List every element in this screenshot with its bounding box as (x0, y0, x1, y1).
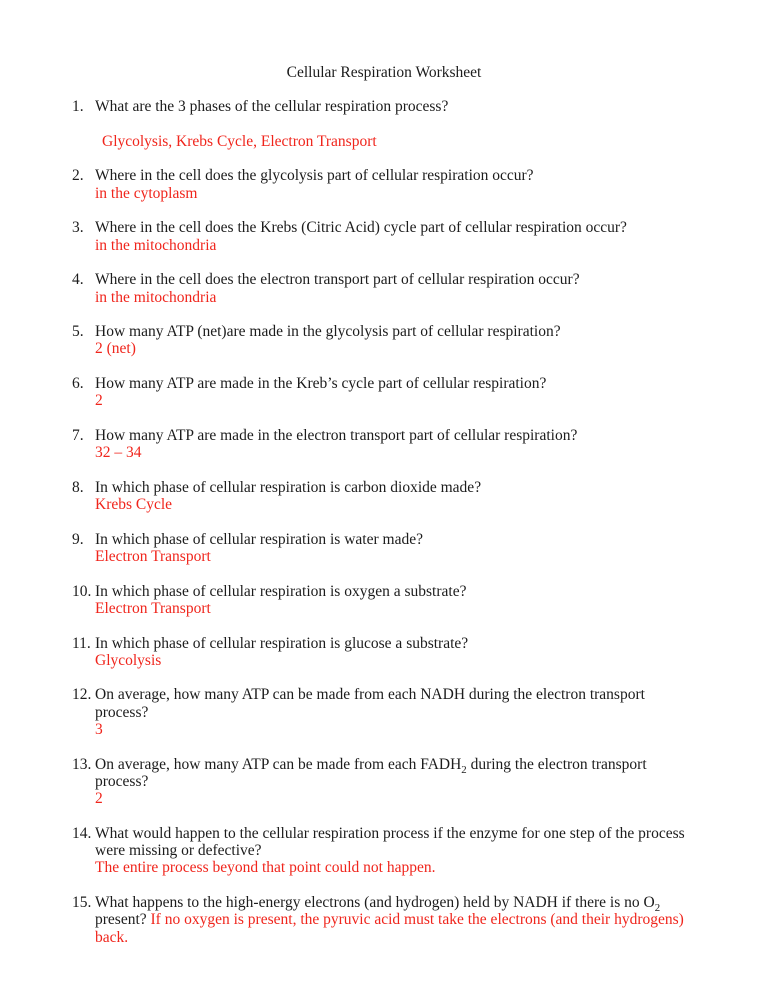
question-item-8 (72, 479, 696, 514)
question-body (95, 635, 696, 670)
answer-text (95, 133, 696, 150)
question-text (95, 686, 696, 721)
answer-inline-text: 2 (net) (95, 340, 136, 358)
question-number: 15. (72, 893, 92, 911)
answer-text (95, 444, 696, 461)
answer-inline-text: Electron Transport (95, 599, 211, 617)
answer-text (95, 600, 696, 617)
answer-inline-text: in the mitochondria (95, 236, 217, 254)
question-text (95, 583, 696, 600)
question-item-14 (72, 825, 696, 877)
question-text (95, 271, 696, 288)
answer-text (95, 721, 696, 738)
question-text-segment: present? (95, 911, 151, 929)
question-body (95, 98, 696, 150)
question-item-12 (72, 686, 696, 738)
question-body (95, 427, 696, 462)
question-body (95, 531, 696, 566)
question-item-7 (72, 427, 696, 462)
question-number: 8. (72, 478, 84, 496)
question-body (95, 167, 696, 202)
answer-text (95, 289, 696, 306)
question-item-10 (72, 583, 696, 618)
question-item-13 (72, 756, 696, 808)
question-number: 7. (72, 426, 84, 444)
question-item-6 (72, 375, 696, 410)
question-number: 12. (72, 686, 92, 704)
answer-text (95, 790, 696, 807)
question-text-segment: In which phase of cellular respiration is water made? (95, 530, 423, 548)
answer-inline-text: 32 – 34 (95, 444, 142, 462)
question-text-segment: On average, how many ATP can be made from each NADH during the electron transport process? (95, 686, 645, 721)
question-body (95, 323, 696, 358)
question-item-11 (72, 635, 696, 670)
question-item-1 (72, 98, 696, 150)
question-body (95, 894, 696, 946)
question-number: 9. (72, 530, 84, 548)
question-text-segment: How many ATP are made in the Kreb’s cycle part of cellular respiration? (95, 375, 547, 393)
question-body (95, 686, 696, 738)
question-text-segment: On average, how many ATP can be made from each FADH (95, 755, 462, 773)
question-text (95, 825, 696, 860)
question-item-4 (72, 271, 696, 306)
answer-inline-text: 3 (95, 720, 103, 738)
question-body (95, 583, 696, 618)
question-body (95, 271, 696, 306)
question-number: 14. (72, 824, 92, 842)
question-text (95, 375, 696, 392)
answer-text (95, 340, 696, 357)
answer-inline-text: Krebs Cycle (95, 496, 173, 514)
answer-text (95, 859, 696, 876)
question-number: 11. (72, 634, 91, 652)
question-text (95, 635, 696, 652)
question-item-9 (72, 531, 696, 566)
answer-inline-text: Electron Transport (95, 548, 211, 566)
question-text-segment: Where in the cell does the glycolysis part of cellular respiration occur? (95, 167, 534, 185)
question-body (95, 219, 696, 254)
answer-inline-text: in the mitochondria (95, 288, 217, 306)
question-text-segment: What are the 3 phases of the cellular respiration process? (95, 98, 449, 116)
answer-inline-text: Glycolysis (95, 651, 162, 669)
question-body (95, 825, 696, 877)
answer-inline-text: 2 (95, 392, 103, 410)
question-text-segment: were missing or defective? (95, 842, 262, 860)
question-text (95, 894, 696, 946)
question-number: 5. (72, 323, 84, 341)
answer-inline-text: If no oxygen is present, the pyruvic acid must take the electrons (and their hydrogens) back. (95, 911, 684, 946)
question-text-segment: Where in the cell does the electron transport part of cellular respiration occur? (95, 271, 580, 289)
question-number: 4. (72, 271, 84, 289)
question-number: 6. (72, 375, 84, 393)
answer-text (95, 496, 696, 513)
answer-inline-text: in the cytoplasm (95, 184, 198, 202)
question-text-segment: How many ATP are made in the electron transport part of cellular respiration? (95, 426, 578, 444)
question-body (95, 479, 696, 514)
question-item-5 (72, 323, 696, 358)
question-text-segment: during the electron transport process? (95, 755, 647, 790)
question-text-segment: 2 (461, 763, 467, 776)
question-number: 13. (72, 755, 92, 773)
answer-text (95, 392, 696, 409)
answer-text (95, 548, 696, 565)
question-text-segment: In which phase of cellular respiration is oxygen a substrate? (95, 582, 467, 600)
question-text-segment: What happens to the high-energy electrons (and hydrogen) held by NADH if there is no O (95, 893, 655, 911)
question-text (95, 167, 696, 184)
question-text-segment: How many ATP (net)are made in the glycolysis part of cellular respiration? (95, 323, 561, 341)
question-item-3 (72, 219, 696, 254)
answer-inline-text: The entire process beyond that point could not happen. (95, 859, 436, 877)
question-text-segment: In which phase of cellular respiration is glucose a substrate? (95, 634, 469, 652)
question-list (72, 98, 696, 946)
question-number: 10. (72, 582, 92, 600)
answer-text (95, 185, 696, 202)
question-item-15 (72, 894, 696, 946)
question-text (95, 531, 696, 548)
question-number: 2. (72, 167, 84, 185)
question-body (95, 756, 696, 808)
question-text (95, 479, 696, 496)
question-text-segment: What would happen to the cellular respiration process if the enzyme for one step of the process (95, 824, 685, 842)
answer-text (95, 652, 696, 669)
question-item-2 (72, 167, 696, 202)
answer-inline-text: Glycolysis, Krebs Cycle, Electron Transport (102, 132, 377, 150)
question-body (95, 375, 696, 410)
question-text (95, 98, 696, 115)
answer-text (95, 237, 696, 254)
question-number: 1. (72, 98, 84, 116)
question-text-segment: Where in the cell does the Krebs (Citric Acid) cycle part of cellular respiration occur? (95, 219, 627, 237)
question-text (95, 219, 696, 236)
answer-inline-text: 2 (95, 790, 103, 808)
question-text (95, 323, 696, 340)
question-text-segment: In which phase of cellular respiration is carbon dioxide made? (95, 478, 482, 496)
question-text-segment: 2 (654, 902, 661, 915)
page-title: Cellular Respiration Worksheet (286, 64, 482, 81)
question-text (95, 756, 696, 791)
question-number: 3. (72, 219, 84, 237)
question-text (95, 427, 696, 444)
